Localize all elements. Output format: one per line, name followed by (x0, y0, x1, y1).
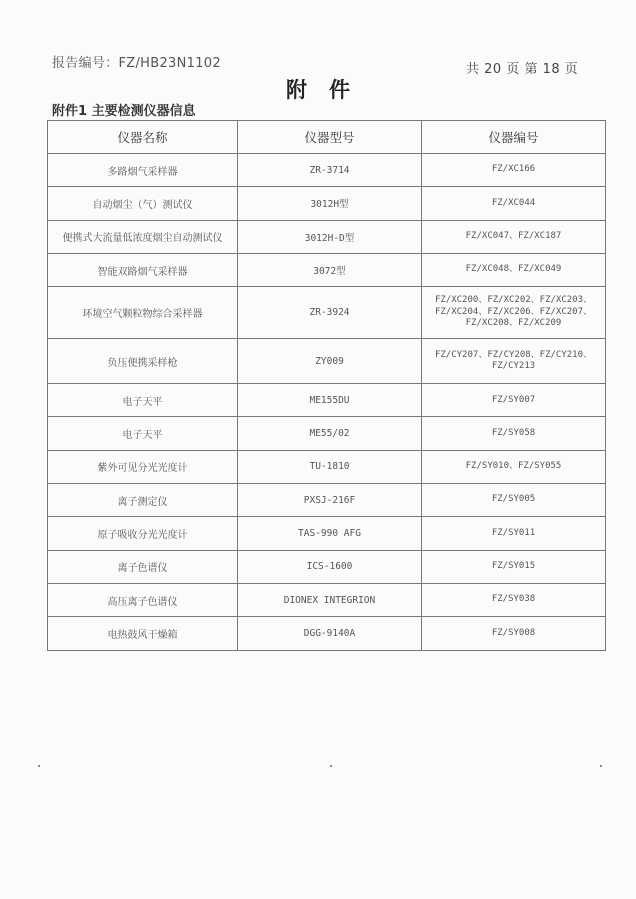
header-instrument-number: 仪器编号 (422, 121, 606, 154)
table-row (48, 583, 606, 616)
instrument-name-cell: 离子色谱仪 (48, 550, 238, 583)
instrument-number-cell: FZ/XC047、FZ/XC187 (422, 220, 606, 253)
instrument-number-cell: FZ/SY058 (422, 417, 606, 450)
instrument-number-cell: FZ/XC200、FZ/XC202、FZ/XC203、FZ/XC204、FZ/XC206、FZ/XC207、FZ/XC208、FZ/XC209 (422, 287, 606, 339)
table-row (48, 617, 606, 650)
instrument-number-cell: FZ/SY005 (422, 484, 606, 517)
table-row (48, 484, 606, 517)
instrument-model-cell: 3072型 (238, 253, 422, 286)
table-row (48, 417, 606, 450)
instrument-number-cell: FZ/XC044 (422, 187, 606, 220)
instrument-name-cell: 便携式大流量低浓度烟尘自动测试仪 (48, 220, 238, 253)
table-row (48, 550, 606, 583)
instrument-number-cell: FZ/SY038 (422, 583, 606, 616)
instrument-name-cell: 原子吸收分光光度计 (48, 517, 238, 550)
instrument-name-cell: 多路烟气采样器 (48, 154, 238, 187)
instrument-name-cell: 电热鼓风干燥箱 (48, 617, 238, 650)
instrument-number-cell: FZ/XC048、FZ/XC049 (422, 253, 606, 286)
report-number: 报告编号：FZ/HB23N1102 (52, 56, 221, 71)
table-row (48, 154, 606, 187)
table-row (48, 287, 606, 339)
instrument-name-cell: 环境空气颗粒物综合采样器 (48, 287, 238, 339)
scan-mark (330, 765, 332, 767)
instrument-model-cell: ME55/02 (238, 417, 422, 450)
table-row (48, 253, 606, 286)
page-title: 附件 (286, 78, 372, 102)
instrument-model-cell: ZR-3714 (238, 154, 422, 187)
instrument-model-cell: TAS-990 AFG (238, 517, 422, 550)
table-row (48, 517, 606, 550)
instrument-name-cell: 智能双路烟气采样器 (48, 253, 238, 286)
table-row (48, 339, 606, 384)
header-instrument-name: 仪器名称 (48, 121, 238, 154)
table-header-row (48, 121, 606, 154)
instrument-model-cell: 3012H型 (238, 187, 422, 220)
table-row (48, 220, 606, 253)
instrument-model-cell: PXSJ-216F (238, 484, 422, 517)
table-row (48, 384, 606, 417)
instrument-number-cell: FZ/SY007 (422, 384, 606, 417)
instrument-model-cell: TU-1810 (238, 450, 422, 483)
instrument-model-cell: ME155DU (238, 384, 422, 417)
scan-mark (38, 765, 40, 767)
instrument-model-cell: 3012H-D型 (238, 220, 422, 253)
instrument-name-cell: 负压便携采样枪 (48, 339, 238, 384)
instrument-number-cell: FZ/SY011 (422, 517, 606, 550)
instrument-name-cell: 高压离子色谱仪 (48, 583, 238, 616)
scan-mark (600, 765, 602, 767)
section-title: 附件1 主要检测仪器信息 (52, 104, 196, 119)
instrument-model-cell: ICS-1600 (238, 550, 422, 583)
instrument-number-cell: FZ/CY207、FZ/CY208、FZ/CY210、FZ/CY213 (422, 339, 606, 384)
page-indicator: 共 20 页 第 18 页 (466, 62, 579, 77)
header-instrument-model: 仪器型号 (238, 121, 422, 154)
instrument-number-cell: FZ/SY008 (422, 617, 606, 650)
instrument-name-cell: 自动烟尘（气）测试仪 (48, 187, 238, 220)
instrument-number-cell: FZ/XC166 (422, 154, 606, 187)
instrument-name-cell: 离子测定仪 (48, 484, 238, 517)
table-row (48, 450, 606, 483)
instrument-model-cell: DGG-9140A (238, 617, 422, 650)
instrument-number-cell: FZ/SY015 (422, 550, 606, 583)
table-row (48, 187, 606, 220)
instrument-number-cell: FZ/SY010、FZ/SY055 (422, 450, 606, 483)
instrument-table (47, 120, 606, 651)
instrument-name-cell: 电子天平 (48, 384, 238, 417)
instrument-name-cell: 紫外可见分光光度计 (48, 450, 238, 483)
instrument-model-cell: ZY009 (238, 339, 422, 384)
instrument-name-cell: 电子天平 (48, 417, 238, 450)
instrument-model-cell: DIONEX INTEGRION (238, 583, 422, 616)
instrument-model-cell: ZR-3924 (238, 287, 422, 339)
